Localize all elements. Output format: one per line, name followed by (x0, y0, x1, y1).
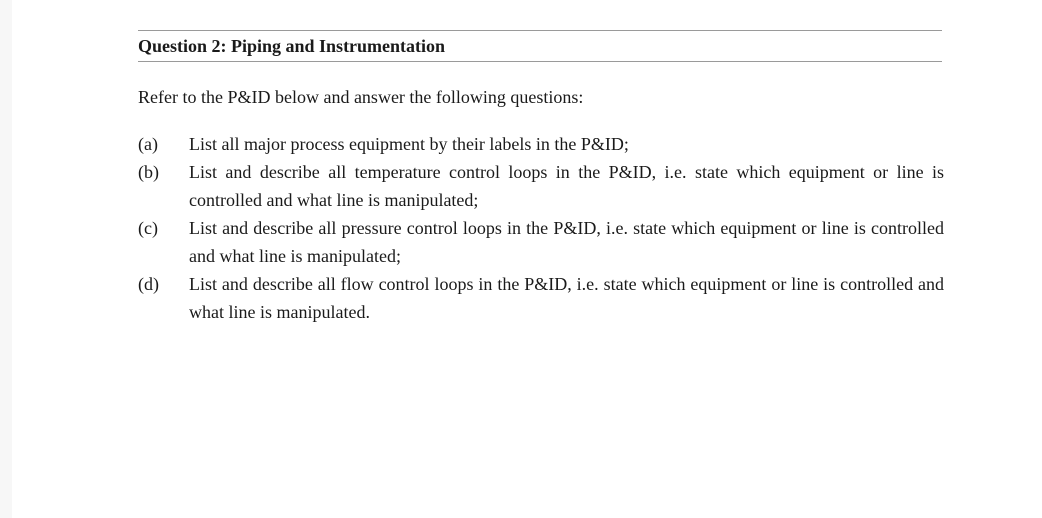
question-title: Question 2: Piping and Instrumentation (138, 36, 446, 56)
item-text: List and describe all temperature control loops in the P&ID, i.e. state which equipment or line is controlled and what line is manipulated; (189, 162, 944, 210)
question-intro: Refer to the P&ID below and answer the following questions: (138, 87, 584, 107)
item-text: List and describe all pressure control loops in the P&ID, i.e. state which equipment or line is controlled and what line is manipulated; (189, 218, 944, 266)
item-marker: (d) (138, 274, 159, 294)
list-item-c (138, 214, 944, 270)
list-item-d (138, 270, 944, 326)
item-text: List and describe all flow control loops in the P&ID, i.e. state which equipment or line is controlled and what line is manipulated. (189, 274, 944, 322)
item-marker: (b) (138, 162, 159, 182)
document-page (12, 0, 1042, 518)
question-header (138, 30, 942, 62)
item-marker: (a) (138, 134, 158, 154)
list-item-a (138, 130, 944, 158)
question-list (138, 130, 944, 326)
list-item-b (138, 158, 944, 214)
item-text: List all major process equipment by their labels in the P&ID; (189, 134, 629, 154)
item-marker: (c) (138, 218, 158, 238)
